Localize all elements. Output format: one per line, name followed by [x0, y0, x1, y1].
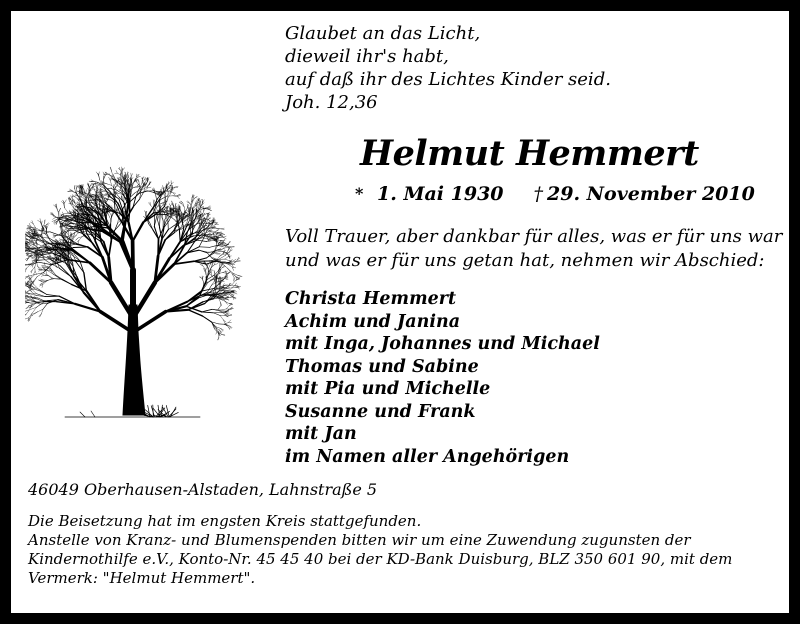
- mourner-line: mit Jan: [285, 424, 357, 444]
- tree-icon: [25, 115, 270, 425]
- mourner-line: im Namen aller Angehörigen: [285, 446, 570, 467]
- family-address: 46049 Oberhausen-Alstaden, Lahnstraße 5: [28, 480, 378, 499]
- note-line: Anstelle von Kranz- und Blumenspenden bitten wir um eine Zuwendung zugunsten der: [28, 531, 691, 549]
- mourner-line: Thomas und Sabine: [285, 356, 479, 377]
- death-date: 29. November 2010: [547, 183, 755, 205]
- quote-line: auf daß ihr des Lichtes Kinder seid.: [285, 69, 611, 90]
- mourner-line: mit Pia und Michelle: [285, 379, 491, 399]
- quote-line: Glaubet an das Licht,: [285, 23, 481, 44]
- mourner-line: Christa Hemmert: [285, 289, 457, 309]
- mourner-line: Achim und Janina: [285, 311, 461, 332]
- farewell-text: [285, 225, 782, 273]
- note-line: Die Beisetzung hat im engsten Kreis stattgefunden.: [28, 512, 422, 530]
- death-cross-icon: †: [533, 183, 544, 205]
- mourner-line: mit Inga, Johannes und Michael: [285, 334, 600, 354]
- birth-date: 1. Mai 1930: [377, 183, 504, 205]
- mourner-line: Susanne und Frank: [285, 401, 476, 422]
- farewell-line: und was er für uns getan hat, nehmen wir Abschied:: [285, 250, 765, 271]
- funeral-notes: [28, 512, 732, 588]
- life-dates: [355, 183, 755, 205]
- quote-line: dieweil ihr's habt,: [285, 46, 449, 67]
- deceased-name: Helmut Hemmert: [360, 133, 699, 174]
- bible-quote: [285, 22, 611, 114]
- mourners-list: [285, 288, 600, 468]
- note-line: Vermerk: "Helmut Hemmert".: [28, 569, 256, 587]
- birth-star-icon: *: [355, 184, 364, 203]
- farewell-line: Voll Trauer, aber dankbar für alles, was er für uns war: [285, 226, 783, 247]
- note-line: Kindernothilfe e.V., Konto-Nr. 45 45 40 bei der KD-Bank Duisburg, BLZ 350 601 90, mit dem: [28, 550, 733, 568]
- quote-reference: Joh. 12,36: [285, 92, 378, 113]
